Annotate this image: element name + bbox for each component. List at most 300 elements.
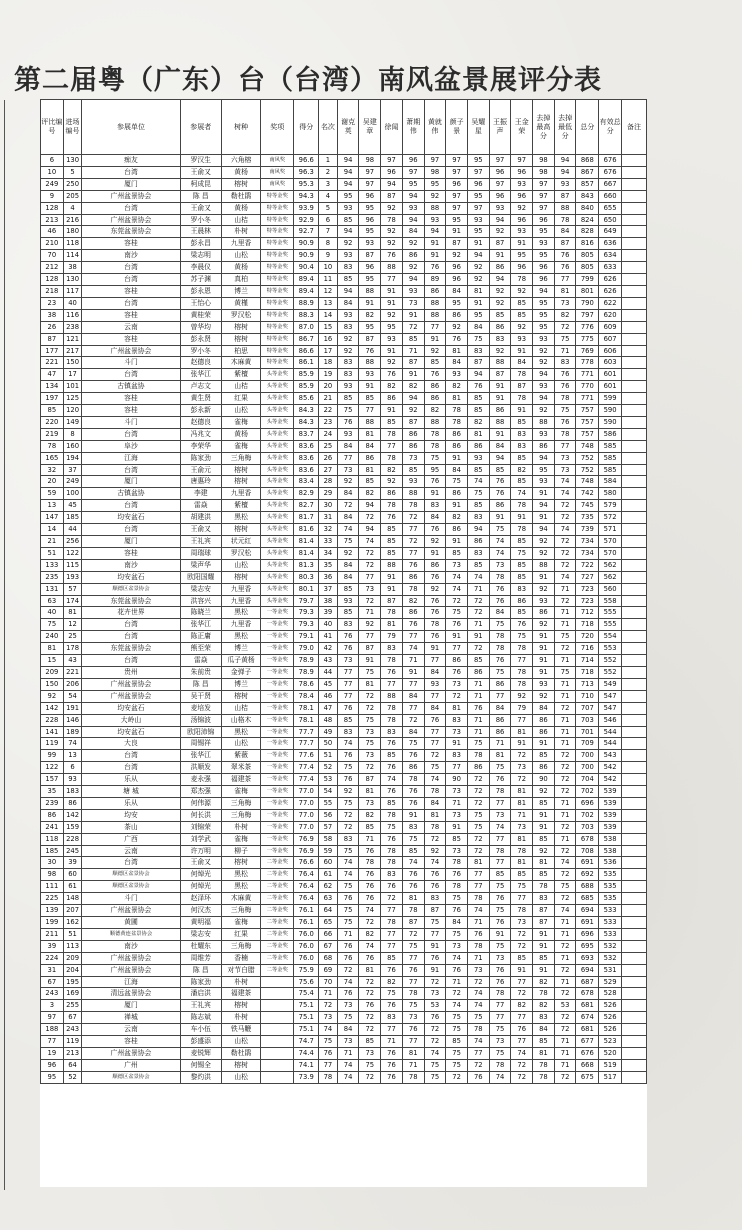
- table-cell: 147: [41, 512, 64, 524]
- table-cell: 91: [424, 238, 446, 250]
- table-cell: 71: [402, 345, 424, 357]
- table-cell: 91: [381, 583, 403, 595]
- table-row: [41, 833, 647, 845]
- table-cell: [621, 297, 646, 309]
- table-cell: [621, 369, 646, 381]
- table-cell: [621, 631, 646, 643]
- table-cell: 73: [402, 452, 424, 464]
- table-cell: 75: [467, 738, 489, 750]
- table-cell: [621, 166, 646, 178]
- table-cell: 榕树: [221, 476, 260, 488]
- table-cell: 75: [489, 881, 511, 893]
- table-cell: [621, 619, 646, 631]
- table-cell: 78: [381, 702, 403, 714]
- table-cell: 44: [63, 524, 82, 536]
- table-cell: 78: [489, 845, 511, 857]
- table-cell: 681: [576, 1024, 599, 1036]
- table-cell: 85: [446, 1036, 468, 1048]
- table-cell: 台湾: [82, 619, 180, 631]
- table-cell: 赵德良: [180, 357, 221, 369]
- table-cell: 75: [446, 893, 468, 905]
- table-cell: 九里香: [221, 488, 260, 500]
- table-cell: 45: [319, 678, 338, 690]
- table-cell: 10: [41, 166, 64, 178]
- table-cell: 台湾: [82, 762, 180, 774]
- table-cell: 77: [381, 274, 403, 286]
- table-cell: 77: [424, 321, 446, 333]
- table-cell: 218: [41, 285, 64, 297]
- table-cell: 17: [63, 369, 82, 381]
- table-row: [41, 976, 647, 988]
- table-cell: 94: [337, 155, 359, 167]
- table-cell: 69: [319, 964, 338, 976]
- table-cell: 72: [446, 1071, 468, 1083]
- table-cell: 92: [533, 786, 555, 798]
- table-cell: 770: [576, 381, 599, 393]
- table-cell: 一等金奖: [261, 738, 294, 750]
- table-cell: 82: [554, 309, 576, 321]
- table-cell: 77: [424, 690, 446, 702]
- table-cell: 陈 昌: [180, 190, 221, 202]
- table-cell: 81: [446, 393, 468, 405]
- table-cell: 82.9: [294, 488, 319, 500]
- table-cell: 王俞又: [180, 524, 221, 536]
- table-cell: 真柏: [221, 274, 260, 286]
- table-cell: 73: [446, 559, 468, 571]
- table-cell: 85: [381, 750, 403, 762]
- table-cell: 81: [446, 702, 468, 714]
- table-cell: 一等金奖: [261, 702, 294, 714]
- table-cell: 58: [319, 833, 338, 845]
- table-cell: 76: [489, 655, 511, 667]
- table-cell: 142: [63, 809, 82, 821]
- table-cell: 三角梅: [221, 797, 260, 809]
- table-cell: 73: [402, 297, 424, 309]
- table-cell: 均安: [82, 809, 180, 821]
- table-cell: [621, 345, 646, 357]
- table-cell: [621, 643, 646, 655]
- table-cell: 71: [446, 797, 468, 809]
- column-header: 去掉最低分: [554, 100, 576, 155]
- table-cell: 68: [319, 952, 338, 964]
- table-cell: 75: [402, 738, 424, 750]
- table-cell: 73: [337, 1000, 359, 1012]
- table-cell: 235: [41, 571, 64, 583]
- table-cell: 220: [41, 416, 64, 428]
- table-cell: 85.9: [294, 381, 319, 393]
- table-cell: 77: [359, 405, 381, 417]
- table-cell: 85: [381, 524, 403, 536]
- table-cell: 71: [554, 809, 576, 821]
- table-cell: 77: [359, 571, 381, 583]
- table-cell: 87: [424, 905, 446, 917]
- table-cell: 72: [359, 988, 381, 1000]
- table-cell: 87: [533, 917, 555, 929]
- table-cell: [621, 1036, 646, 1048]
- table-cell: 黄槿: [221, 297, 260, 309]
- table-cell: 87: [554, 190, 576, 202]
- table-cell: 81: [41, 643, 64, 655]
- table-cell: 78: [381, 214, 403, 226]
- table-cell: 688: [576, 881, 599, 893]
- table-cell: 82: [359, 809, 381, 821]
- table-cell: 72: [359, 917, 381, 929]
- table-cell: 84.3: [294, 416, 319, 428]
- table-cell: 73: [359, 583, 381, 595]
- table-cell: 88: [424, 297, 446, 309]
- table-cell: 98: [41, 869, 64, 881]
- table-cell: 83: [337, 833, 359, 845]
- table-cell: 94: [467, 250, 489, 262]
- table-cell: 51: [319, 750, 338, 762]
- table-cell: 76: [359, 893, 381, 905]
- table-cell: 72: [337, 500, 359, 512]
- table-cell: 157: [41, 774, 64, 786]
- table-cell: 32: [41, 464, 64, 476]
- table-cell: 533: [599, 905, 622, 917]
- table-cell: 一等金奖: [261, 821, 294, 833]
- table-cell: 85: [381, 952, 403, 964]
- table-row: [41, 500, 647, 512]
- table-cell: 584: [599, 476, 622, 488]
- table-cell: 72: [467, 607, 489, 619]
- table-cell: [621, 833, 646, 845]
- table-cell: 85: [511, 869, 533, 881]
- table-cell: 76: [424, 607, 446, 619]
- table-cell: 31: [41, 964, 64, 976]
- table-cell: 75: [446, 1024, 468, 1036]
- table-cell: 88: [381, 690, 403, 702]
- table-cell: 斗门: [82, 893, 180, 905]
- table-cell: 649: [599, 226, 622, 238]
- table-cell: 696: [576, 797, 599, 809]
- table-cell: 78: [554, 214, 576, 226]
- table-cell: 82: [533, 1000, 555, 1012]
- table-cell: 76.4: [294, 869, 319, 881]
- table-cell: 238: [63, 321, 82, 333]
- table-cell: 94: [554, 166, 576, 178]
- table-cell: 78: [381, 655, 403, 667]
- table-cell: 691: [576, 917, 599, 929]
- table-cell: 一等金奖: [261, 690, 294, 702]
- table-cell: 75: [446, 607, 468, 619]
- table-cell: 87: [381, 190, 403, 202]
- table-cell: 82: [446, 512, 468, 524]
- table-cell: 79.1: [294, 631, 319, 643]
- table-cell: 86: [381, 488, 403, 500]
- table-cell: 580: [599, 488, 622, 500]
- table-cell: 一等金奖: [261, 655, 294, 667]
- table-cell: 二等金奖: [261, 928, 294, 940]
- table-cell: 86: [446, 428, 468, 440]
- table-row: [41, 1036, 647, 1048]
- table-cell: 翠米茶: [221, 762, 260, 774]
- table-cell: 76: [424, 262, 446, 274]
- table-cell: 王俞又: [180, 857, 221, 869]
- table-cell: 517: [599, 1071, 622, 1083]
- table-cell: 532: [599, 952, 622, 964]
- table-cell: 84: [511, 357, 533, 369]
- table-cell: 76: [381, 1000, 403, 1012]
- table-cell: 96: [489, 166, 511, 178]
- table-cell: 72: [554, 1024, 576, 1036]
- table-cell: 梁声华: [180, 559, 221, 571]
- table-cell: 77: [489, 797, 511, 809]
- table-cell: 76: [337, 988, 359, 1000]
- table-cell: 86: [489, 678, 511, 690]
- table-cell: 朱前贵: [180, 666, 221, 678]
- table-cell: 82: [381, 381, 403, 393]
- table-cell: 91: [533, 571, 555, 583]
- table-cell: 82: [381, 464, 403, 476]
- column-header: 王金荣: [511, 100, 533, 155]
- table-cell: 81: [467, 857, 489, 869]
- table-cell: [621, 488, 646, 500]
- table-cell: 43: [319, 655, 338, 667]
- table-cell: 72: [467, 1059, 489, 1071]
- table-cell: 92: [489, 345, 511, 357]
- table-cell: 20: [41, 476, 64, 488]
- table-cell: 76: [337, 774, 359, 786]
- table-cell: 72: [359, 976, 381, 988]
- table-cell: 115: [63, 559, 82, 571]
- table-cell: 罗汉松: [221, 547, 260, 559]
- table-cell: 二等金奖: [261, 893, 294, 905]
- table-cell: 92: [511, 690, 533, 702]
- table-cell: 735: [576, 512, 599, 524]
- table-cell: 一等金奖: [261, 714, 294, 726]
- table-row: [41, 345, 647, 357]
- table-cell: 91: [381, 285, 403, 297]
- table-cell: 707: [576, 702, 599, 714]
- table-cell: 757: [576, 428, 599, 440]
- table-cell: 71: [467, 583, 489, 595]
- table-cell: 76: [511, 619, 533, 631]
- table-cell: 636: [599, 238, 622, 250]
- table-cell: 83: [337, 726, 359, 738]
- table-cell: 74: [337, 738, 359, 750]
- table-cell: 王怡心: [180, 297, 221, 309]
- table-cell: 特等金奖: [261, 238, 294, 250]
- table-cell: 勒杜鹃: [221, 190, 260, 202]
- table-cell: 73: [319, 1012, 338, 1024]
- table-cell: 76: [402, 1024, 424, 1036]
- table-cell: 77: [337, 678, 359, 690]
- table-cell: 84: [424, 702, 446, 714]
- table-cell: 570: [599, 536, 622, 548]
- table-cell: 75: [337, 536, 359, 548]
- table-cell: 75: [337, 917, 359, 929]
- table-cell: [621, 988, 646, 1000]
- table-cell: 杜耀东: [180, 940, 221, 952]
- table-cell: 二等金奖: [261, 964, 294, 976]
- table-cell: 94: [533, 500, 555, 512]
- table-cell: [621, 357, 646, 369]
- table-cell: 76: [359, 869, 381, 881]
- table-cell: 47: [319, 702, 338, 714]
- table-cell: 185: [41, 845, 64, 857]
- table-cell: 650: [599, 214, 622, 226]
- table-cell: 75: [489, 666, 511, 678]
- table-cell: 77.4: [294, 762, 319, 774]
- table-cell: 91: [533, 940, 555, 952]
- table-cell: 72: [337, 821, 359, 833]
- table-cell: 51: [41, 547, 64, 559]
- table-cell: 97: [359, 178, 381, 190]
- table-cell: 96: [359, 190, 381, 202]
- table-cell: 23: [319, 416, 338, 428]
- table-row: [41, 155, 647, 167]
- table-cell: 72: [554, 988, 576, 1000]
- table-cell: 均安盆石: [82, 726, 180, 738]
- table-cell: 78: [359, 857, 381, 869]
- table-cell: 86: [424, 393, 446, 405]
- table-cell: 74.4: [294, 1047, 319, 1059]
- table-cell: 85: [533, 797, 555, 809]
- table-cell: 容桂: [82, 1036, 180, 1048]
- table-cell: 特等金奖: [261, 309, 294, 321]
- table-cell: 85: [511, 297, 533, 309]
- table-cell: 广州盆景协会: [82, 1047, 180, 1059]
- table-cell: 二等金奖: [261, 940, 294, 952]
- table-cell: 84: [446, 464, 468, 476]
- table-cell: 78.1: [294, 702, 319, 714]
- table-cell: 91: [402, 809, 424, 821]
- table-cell: 93: [424, 214, 446, 226]
- table-cell: 92: [337, 547, 359, 559]
- table-cell: 81: [424, 809, 446, 821]
- table-cell: 118: [41, 833, 64, 845]
- table-cell: 77.7: [294, 726, 319, 738]
- table-cell: 76.1: [294, 905, 319, 917]
- table-cell: 台湾: [82, 428, 180, 440]
- table-cell: 84: [489, 607, 511, 619]
- table-cell: 大良: [82, 738, 180, 750]
- table-cell: 4: [63, 202, 82, 214]
- table-cell: 76: [337, 940, 359, 952]
- table-cell: 78: [381, 714, 403, 726]
- table-cell: 78: [467, 893, 489, 905]
- column-header: 黄就伟: [424, 100, 446, 155]
- table-cell: 714: [576, 655, 599, 667]
- table-cell: 71: [554, 345, 576, 357]
- table-cell: 71: [359, 833, 381, 845]
- table-cell: 125: [63, 393, 82, 405]
- table-cell: 91: [467, 238, 489, 250]
- table-cell: [621, 702, 646, 714]
- table-cell: [261, 976, 294, 988]
- table-cell: 558: [599, 595, 622, 607]
- table-cell: 状元红: [221, 536, 260, 548]
- table-cell: 76.0: [294, 952, 319, 964]
- table-cell: 76: [554, 369, 576, 381]
- table-cell: 96: [511, 190, 533, 202]
- table-cell: 78: [533, 1059, 555, 1071]
- table-cell: 204: [63, 964, 82, 976]
- table-cell: 67: [63, 1012, 82, 1024]
- table-cell: [621, 797, 646, 809]
- table-cell: 71: [554, 917, 576, 929]
- table-cell: 538: [599, 833, 622, 845]
- table-cell: 77: [402, 631, 424, 643]
- table-cell: 805: [576, 262, 599, 274]
- table-cell: 710: [576, 690, 599, 702]
- table-cell: 197: [41, 393, 64, 405]
- table-cell: 78: [511, 524, 533, 536]
- table-cell: 禅城: [82, 1012, 180, 1024]
- table-cell: 39: [319, 607, 338, 619]
- table-cell: 71: [467, 917, 489, 929]
- table-cell: 76: [489, 774, 511, 786]
- table-cell: 91: [446, 821, 468, 833]
- table-cell: 85: [381, 547, 403, 559]
- table-cell: 224: [41, 952, 64, 964]
- table-cell: 702: [576, 809, 599, 821]
- table-cell: 93: [533, 678, 555, 690]
- table-cell: 83: [337, 357, 359, 369]
- table-cell: 76: [489, 976, 511, 988]
- table-cell: 85: [381, 797, 403, 809]
- table-cell: 745: [576, 500, 599, 512]
- table-cell: 150: [63, 357, 82, 369]
- table-cell: 622: [599, 297, 622, 309]
- table-cell: 77: [511, 976, 533, 988]
- table-cell: 72: [554, 845, 576, 857]
- table-cell: 75.1: [294, 1024, 319, 1036]
- table-cell: 头等金奖: [261, 405, 294, 417]
- table-cell: 72: [402, 714, 424, 726]
- table-cell: 96: [511, 214, 533, 226]
- table-row: [41, 440, 647, 452]
- table-cell: 77: [511, 1012, 533, 1024]
- table-cell: 91: [511, 405, 533, 417]
- table-cell: 福建茶: [221, 988, 260, 1000]
- table-cell: 93: [467, 214, 489, 226]
- table-cell: 76: [381, 881, 403, 893]
- table-cell: 黎灼洪: [180, 1071, 221, 1083]
- table-cell: 86: [402, 571, 424, 583]
- table-row: [41, 666, 647, 678]
- table-cell: 91: [489, 512, 511, 524]
- table-cell: 93: [63, 774, 82, 786]
- table-row: [41, 178, 647, 190]
- table-cell: 黑松: [221, 881, 260, 893]
- table-cell: 厦门: [82, 476, 180, 488]
- table-cell: [261, 1036, 294, 1048]
- table-cell: 77: [489, 1012, 511, 1024]
- table-cell: 78: [489, 786, 511, 798]
- table-cell: 山桔: [221, 381, 260, 393]
- table-cell: 676: [599, 166, 622, 178]
- table-cell: 九里香: [221, 619, 260, 631]
- table-cell: 91: [533, 643, 555, 655]
- table-cell: 77: [511, 655, 533, 667]
- table-cell: 75: [467, 488, 489, 500]
- table-cell: 83.4: [294, 476, 319, 488]
- table-cell: 83: [337, 321, 359, 333]
- table-cell: 61: [319, 869, 338, 881]
- table-cell: 78: [402, 1071, 424, 1083]
- table-cell: 701: [576, 726, 599, 738]
- table-cell: 76: [359, 1000, 381, 1012]
- table-cell: 72: [554, 536, 576, 548]
- column-header: 评比编号: [41, 100, 64, 155]
- table-cell: [261, 1000, 294, 1012]
- table-cell: 60: [319, 857, 338, 869]
- table-cell: 74: [446, 583, 468, 595]
- table-cell: 757: [576, 416, 599, 428]
- table-cell: 71: [554, 726, 576, 738]
